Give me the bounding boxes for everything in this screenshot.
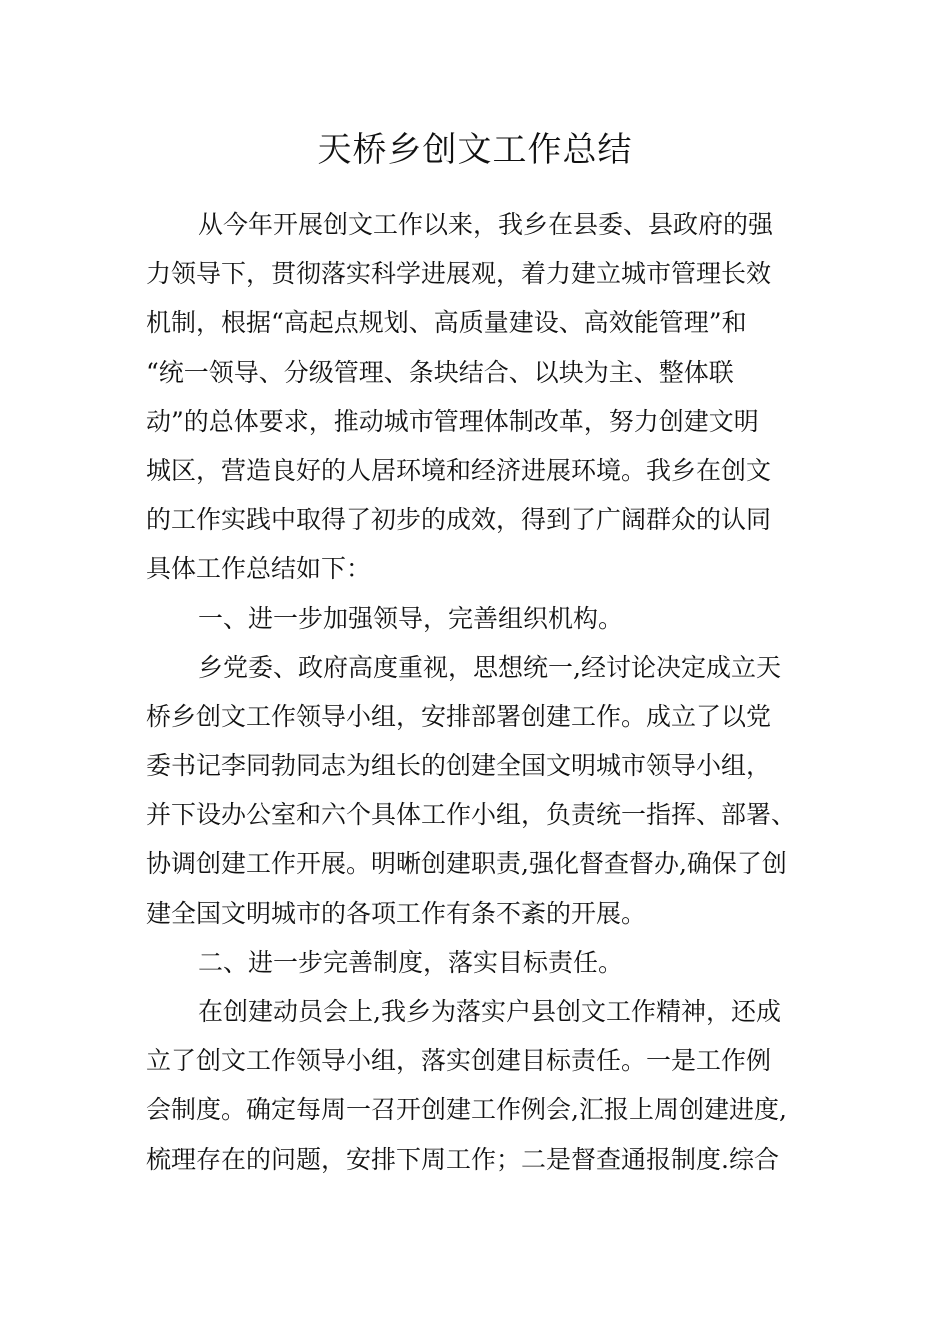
body-line: 并下设办公室和六个具体工作小组，负责统一指挥、部署、 — [146, 800, 797, 830]
body-line: 一、进一步加强领导，完善组织机构。 — [198, 603, 624, 633]
body-line: 立了创文工作领导小组，落实创建目标责任。一是工作例 — [146, 1046, 772, 1076]
body-line: 机制，根据“高起点规划、高质量建设、高效能管理”和 — [146, 308, 747, 338]
body-line: “统一领导、分级管理、条块结合、以块为主、整体联 — [146, 357, 734, 387]
body-line: 从今年开展创文工作以来，我乡在县委、县政府的强 — [198, 210, 774, 239]
body-line: 乡党委、政府高度重视，思想统一,经讨论决定成立天 — [198, 652, 781, 682]
document-body — [146, 200, 826, 1184]
body-line: 桥乡创文工作领导小组，安排部署创建工作。成立了以党 — [146, 701, 772, 731]
body-line: 动”的总体要求，推动城市管理体制改革，努力创建文明 — [146, 406, 759, 436]
body-line: 具体工作总结如下： — [146, 554, 372, 584]
body-line: 建全国文明城市的各项工作有条不紊的开展。 — [146, 898, 647, 928]
body-line: 梳理存在的问题，安排下周工作；二是督查通报制度.综合 — [146, 1144, 779, 1174]
document-title: 天桥乡创文工作总结 — [317, 130, 633, 170]
body-line: 协调创建工作开展。明晰创建职责,强化督查督办,确保了创 — [146, 849, 787, 879]
body-line: 的工作实践中取得了初步的成效，得到了广阔群众的认同 — [146, 505, 772, 535]
body-line: 二、进一步完善制度，落实目标责任。 — [198, 947, 624, 977]
body-line: 在创建动员会上,我乡为落实户县创文工作精神，还成 — [198, 997, 781, 1026]
body-line: 城区，营造良好的人居环境和经济进展环境。我乡在创文 — [146, 455, 772, 485]
body-line: 委书记李同勃同志为组长的创建全国文明城市领导小组， — [146, 751, 772, 781]
body-line: 力领导下，贯彻落实科学进展观，着力建立城市管理长效 — [146, 259, 772, 289]
body-line: 会制度。确定每周一召开创建工作例会,汇报上周创建进度, — [146, 1095, 787, 1125]
